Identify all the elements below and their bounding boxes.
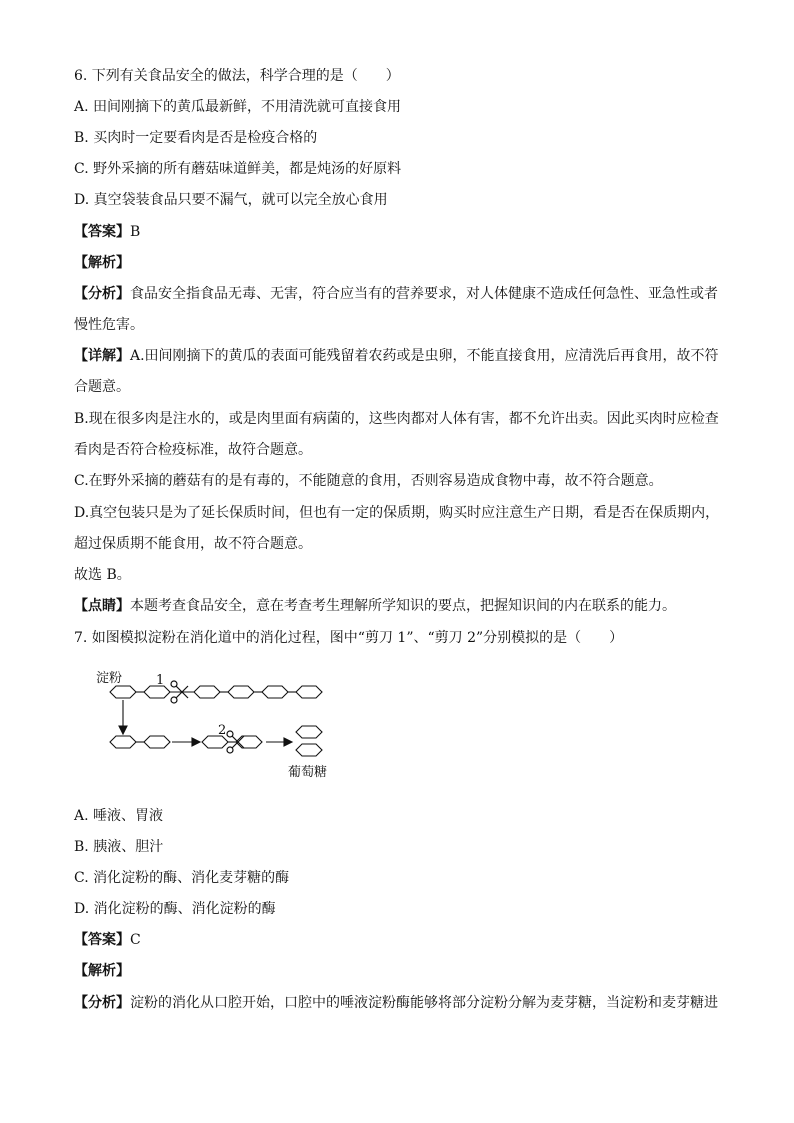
q7-option-d: D. 消化淀粉的酶、消化淀粉的酶 xyxy=(74,901,276,917)
scissors-2-label: 2 xyxy=(218,723,227,738)
q7-analysis-line1 xyxy=(74,993,718,1013)
glucose-unit xyxy=(296,726,322,738)
glucose-unit xyxy=(296,686,322,698)
q6-option-d: D. 真空袋装食品只要不漏气，就可以完全放心食用 xyxy=(74,192,388,208)
q6-choose: 故选 B。 xyxy=(74,567,131,583)
glucose-label: 葡萄糖 xyxy=(288,765,328,780)
glucose-unit xyxy=(236,736,262,748)
q7-jiexi-heading: 【解析】 xyxy=(74,963,130,979)
q6-detail-a-line2: 合题意。 xyxy=(74,379,130,395)
analysis-text: 淀粉的消化从口腔开始，口腔中的唾液淀粉酶能够将部分淀粉分解为麦芽糖，当淀粉和麦芽糖进 xyxy=(130,995,718,1011)
q6-option-c: C. 野外采摘的所有蘑菇味道鲜美，都是炖汤的好原料 xyxy=(74,161,402,177)
glucose-unit xyxy=(144,736,170,748)
answer-value: B xyxy=(130,224,141,240)
detail-text: A.田间刚摘下的黄瓜的表面可能残留着农药或是虫卵，不能直接食用，应清洗后再食用，故不符 xyxy=(130,348,719,364)
comment-tag: 【点睛】 xyxy=(74,598,130,614)
q6-detail-a-line1 xyxy=(74,346,719,366)
q6-detail-c: C.在野外采摘的蘑菇有的是有毒的，不能随意的食用，否则容易造成食物中毒，故不符合题意。 xyxy=(74,473,663,489)
glucose-unit xyxy=(228,686,254,698)
glucose-unit xyxy=(262,686,288,698)
glucose-unit xyxy=(110,686,136,698)
q7-option-a: A. 唾液、胃液 xyxy=(74,808,164,824)
q6-answer xyxy=(74,222,140,242)
maltose-chain xyxy=(110,736,170,748)
q6-stem: 6. 下列有关食品安全的做法，科学合理的是（ ） xyxy=(74,68,400,84)
detail-tag: 【详解】 xyxy=(74,348,130,364)
analysis-tag: 【分析】 xyxy=(74,286,130,302)
q7-option-b: B. 胰液、胆汁 xyxy=(74,839,164,855)
answer-tag: 【答案】 xyxy=(74,932,130,948)
starch-digestion-diagram xyxy=(90,664,350,784)
answer-tag: 【答案】 xyxy=(74,224,130,240)
q6-jiexi-heading: 【解析】 xyxy=(74,255,130,271)
starch-chain xyxy=(110,686,322,698)
starch-label: 淀粉 xyxy=(96,671,123,686)
q6-comment xyxy=(74,596,676,616)
q6-option-a: A. 田间刚摘下的黄瓜最新鲜，不用清洗就可直接食用 xyxy=(74,99,402,115)
q6-detail-b-line1: B.现在很多肉是注水的，或是肉里面有病菌的，这些肉都对人体有害，都不允许出卖。因此买肉时应检查 xyxy=(74,411,719,427)
q7-option-c: C. 消化淀粉的酶、消化麦芽糖的酶 xyxy=(74,870,290,886)
q6-detail-d-line1: D.真空包装只是为了延长保质时间，但也有一定的保质期，购买时应注意生产日期，看是否在保质期内， xyxy=(74,505,720,521)
scissors-1-label: 1 xyxy=(156,673,165,688)
right-arrow-icon xyxy=(172,738,200,746)
analysis-tag: 【分析】 xyxy=(74,995,130,1011)
analysis-text: 食品安全指食品无毒、无害，符合应当有的营养要求，对人体健康不造成任何急性、亚急性或者 xyxy=(130,286,718,302)
glucose-molecules xyxy=(296,726,322,756)
down-arrow-icon xyxy=(119,700,127,734)
q6-detail-b-line2: 看肉是否符合检疫标准，故符合题意。 xyxy=(74,442,312,458)
q6-analysis-line1 xyxy=(74,284,718,304)
glucose-unit xyxy=(110,736,136,748)
answer-value: C xyxy=(130,932,141,948)
right-arrow-icon xyxy=(266,738,292,746)
maltose-unit-pair xyxy=(202,736,262,748)
q6-option-b: B. 买肉时一定要看肉是否是检疫合格的 xyxy=(74,130,318,146)
comment-text: 本题考查食品安全，意在考查考生理解所学知识的要点，把握知识间的内在联系的能力。 xyxy=(130,598,676,614)
q7-answer xyxy=(74,930,141,950)
q6-analysis-line2: 慢性危害。 xyxy=(74,317,144,333)
q7-stem: 7. 如图模拟淀粉在消化道中的消化过程，图中“剪刀 1”、“剪刀 2”分别模拟的是（ ） xyxy=(74,630,624,646)
glucose-unit xyxy=(194,686,220,698)
glucose-unit xyxy=(296,744,322,756)
q6-detail-d-line2: 超过保质期不能食用，故不符合题意。 xyxy=(74,536,312,552)
